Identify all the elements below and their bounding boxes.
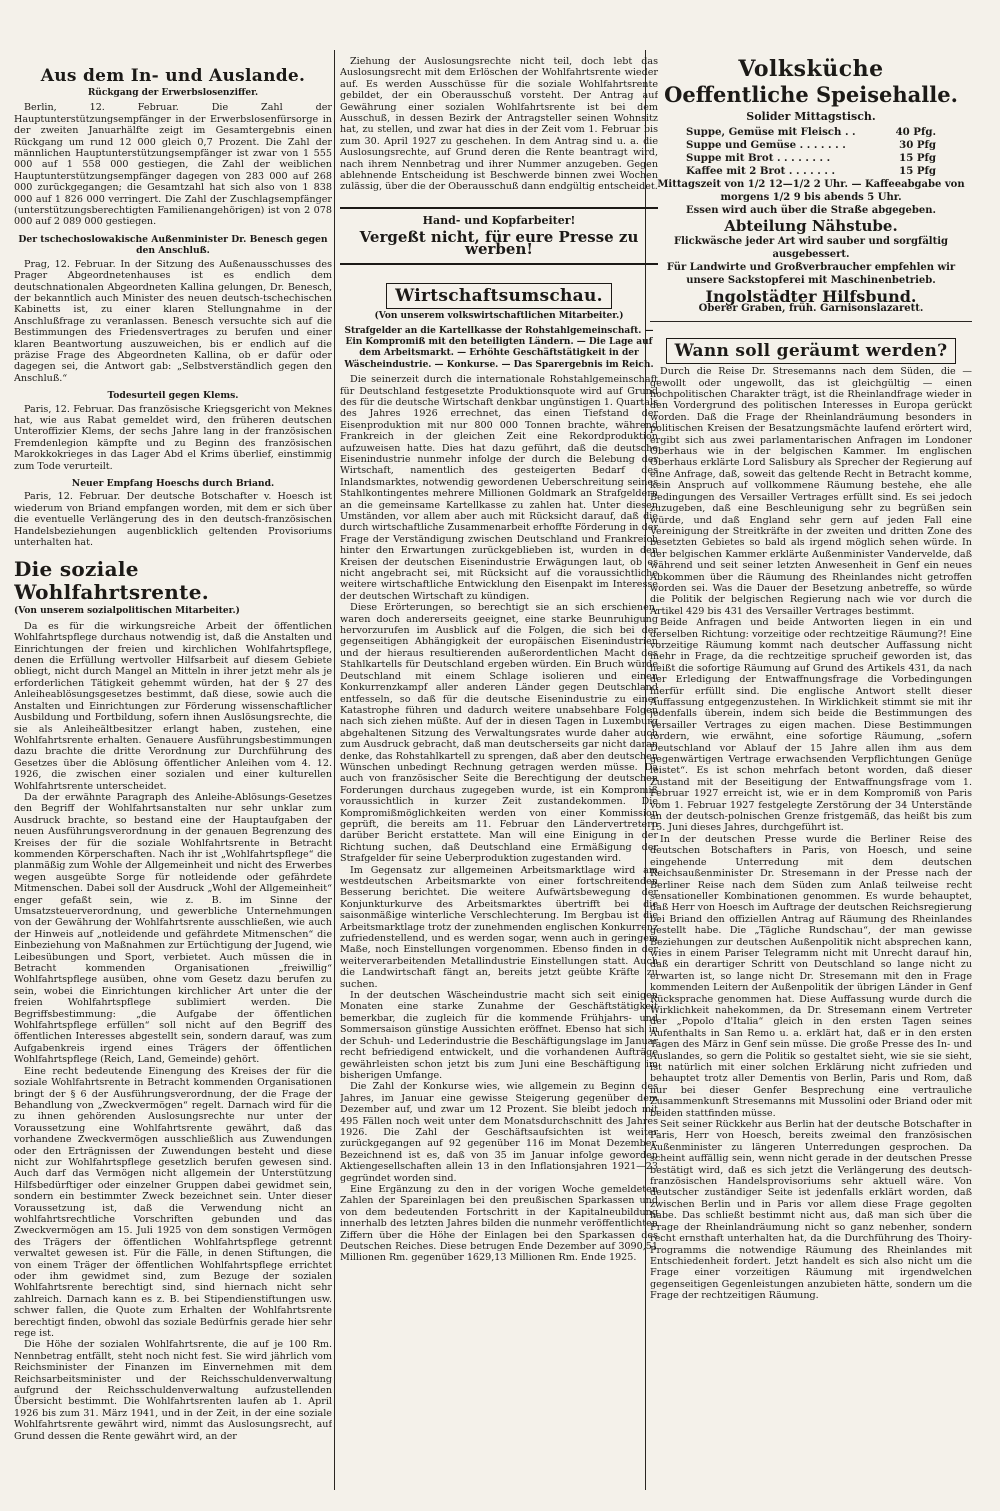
article-paragraph: Eine Ergänzung zu den in der vorigen Woche gemeldeten Zahlen der Spareinlagen bei den preußischen Sparkassen und von dem bedeutenden Fortschritt in der Kapitalneubildung innerhalb des letzten Jahres bilden die nunmehr veröffentlichten Ziffern über die Höhe der Einlagen bei den Sparkassen des Deutschen Reiches. Diese betrugen Ende Dezember auf 3090,51 Millionen Rm. gegenüber 1629,13 Millionen Rm. Ende 1925. [340,1183,658,1264]
article-paragraph: Berlin, 12. Februar. Die Zahl der Hauptunterstützungsempfänger in der Erwerbslosenfürsorge in der zweiten Januarhälfte zeigt im Gesamtergebnis einen Rückgang um rund 12 000 gleich 0,7 Prozent. Die Zahl der männlichen Hauptunterstützungsempfänger ist zwar von 1 555 000 auf 1 558 000 gestiegen, die Zahl der weiblichen Hauptunterstützungsempfänger dagegen von 283 000 auf 268 000 zurückgegangen; die Gesamtzahl hat sich also von 1 838 000 auf 1 826 000 verringert. Die Zahl der Zuschlagsempfänger (unterstützungsberechtigten Familienangehörigen) ist von 2 078 000 auf 2 089 000 gestiegen. [14,102,332,228]
ad-text: Mittagszeit von 1/2 12—1/2 2 Uhr. — Kaffeeabgabe von morgens 1/2 9 bis abends 5 Uhr. [657,179,965,204]
menu-price: 30 Pfg [899,139,936,152]
article-byline: (Von unserem volkswirtschaftlichen Mitarbeiter.) [374,311,624,322]
price-row [686,152,936,165]
ad-text: Flickwäsche jeder Art wird sauber und sorgfältig ausgebessert. [673,235,949,260]
article-paragraph: Paris, 12. Februar. Der deutsche Botschafter v. Hoesch ist wiederum von Briand empfangen worden, mit dem er sich über die eventuelle Verlängerung des in den deutsch-französischen Handelsbeziehungen augenblicklich geltenden Provisoriums unterhalten hat. [14,491,332,549]
ad-heading: Ingolstädter Hilfsbund. [705,286,917,306]
article-headline: Rückgang der Erwerbslosenziffer. [87,88,259,98]
menu-item: Kaffee mit 2 Brot . . . . . . . [686,165,835,178]
ad-text: Für Landwirte und Großverbraucher empfehlen wir unsere Sackstopferei mit Maschinenbetrieb. [666,261,956,286]
article-paragraph: Seit seiner Rückkehr aus Berlin hat der deutsche Botschafter in Paris, Herr von Hoesch, bereits zweimal den französischen Außenminister zu längeren Unterredungen gesprochen. Da scheint auffällig sein, wenn nicht gerade in der deutschen Presse bestätigt wird, daß es sich jetzt die Verlängerung des deutsch-französischen Handelsprovisoriums sehr aktuell wäre. Von deutscher zuständiger Seite ist jedenfalls erklärt worden, daß zwischen Berlin und in Paris vor allem diese Frage gegolten habe. Das schließt bestimmt nicht aus, daß man sich über die Frage der Rheinlandräumung nicht so ganz nebenher, sondern recht ernsthaft unterhalten hat, da die Durchführung des Thoiry-Programms die notwendige Räumung des Rheinlandes mit Entschiedenheit fordert. Jetzt handelt es sich also nicht um die Frage einer vorzeitigen Räumung mit irgendwelchen gegenseitigen Gegenleistungen anzubieten hätte, sondern um die Frage der rechtzeitigen Räumung. [650,1119,972,1302]
menu-item: Suppe mit Brot . . . . . . . . [686,152,831,165]
article-paragraph: Beide Anfragen und beide Antworten liegen in ein und derselben Richtung: vorzeitige oder rechtzeitige Räumung?! Eine vorzeitige Räumung kommt nach deutscher Auffassung nicht mehr in Frage, da die rechtzeitige sprucheif geworden ist, das heißt die sofortige Räumung auf Grund des Artikels 431, da nach der Erledigung der Entwaffnungsfrage die Vorbedingungen hierfür erfüllt sind. Die englische Antwort stellt dieser Auffassung entgegenzustehen. In Wirklichkeit stimmt sie mit ihr jedenfalls überein, indem sich beide die Bestimmungen des Versailler Vertrages zu eigen machen. Diese Bestimmungen fordern, wie erwähnt, eine sofortige Räumung, „sofern Deutschland vor Ablauf der 15 Jahre allen ihm aus dem gegenwärtigen Vertrage erwachsenden Verpflichtungen Genüge leistet“. Es ist schon mehrfach betont worden, daß dieser Zustand mit der Beseitigung der Entwaffnungsfrage vom 1. Februar 1927 erreicht ist, wie er in dem Kompromiß von Paris vom 1. Februar 1927 festgelegte Zerstörung der 34 Unterstände an der deutsch-polnischen Grenze fristgemäß, das heißt bis zum 15. Juni dieses Jahres, durchgeführt ist. [650,617,972,834]
article-paragraph: In der deutschen Wäscheindustrie macht sich seit einigen Monaten eine starke Zunahme der Geschäftstätigkeit bemerkbar, die zugleich für die kommende Frühjahrs- und Sommersaison günstige Aussichten eröffnet. Ebenso hat sich in der Schuh- und Lederindustrie die Beschäftigungslage im Januar recht befriedigend entwickelt, und die vorhandenen Aufträge gewährleisten schon jetzt bis zum Juni eine Beschäftigung im bisherigen Umfange. [340,990,658,1081]
ad-subtitle: Solider Mittagstisch. [746,110,876,123]
article-headline: Der tschechoslowakische Außenminister Dr. Benesch gegen den Anschluß. [18,233,328,257]
ad-title: Oeffentliche Speisehalle. [664,82,958,107]
article-paragraph: Im Gegensatz zur allgemeinen Arbeitsmarktlage wird am westdeutschen Arbeitsmarkte von einer fortschreitenden Besserung berichtet. Die weitere Aufwärtsbewegung der Konjunkturkurve des Arbeitsmarktes übertrifft bei die saisonmäßige winterliche Verschlechterung. Im Bergbau ist die Arbeitsmarktlage trotz der zunehmenden englischen Konkurrenz zufriedenstellend, und es werden sogar, wenn auch in geringem Maße, noch Einstellungen vorgenommen. Ebenso finden in der weiterverarbeitenden Metallindustrie Einstellungen statt. Auch die Landwirtschaft fängt an, bereits jetzt geübte Kräfte zu suchen. [340,864,658,990]
article-paragraph: Da es für die wirkungsreiche Arbeit der öffentlichen Wohlfahrtspflege durchaus notwendig ist, daß die Anstalten und Einrichtungen der freien und kirchlichen Wohlfahrtspflege, denen die Erfüllung wertvoller Hilfsarbeit auf diesem Gebiete obliegt, nicht durch Mangel an Mitteln in ihrer jetzt mehr als je erforderlichen Tätigkeit gehemmt würden, hat der § 27 des Anleiheablösungsgesetzes bestimmt, daß diese, sowie auch die Anstalten und Einrichtungen zur Förderung wissenschaftlicher Ausbildung und Fortbildung, sofern ihnen Auslösungsrechte, die sie als Anleiheältbesitzer erlangt haben, zustehen, eine Wohlfahrtsrente erhalten. Genauere Ausführungsbestimmungen dazu brachte die dritte Verordnung zur Durchführung des Gesetzes über die Ablösung öffentlicher Anleihen vom 4. 12. 1926, die zwischen einer sozialen und einer kulturellen Wohlfahrtsrente unterscheidet. [14,620,332,792]
article-paragraph: Diese Erörterungen, so berechtigt sie an sich erschienen, waren doch andererseits geeignet, eine starke Beunruhigung hervorzurufen im Ausblick auf die Folgen, die sich bei der gegenseitigen Abhängigkeit der europäischen Eisenindustrien und der hieraus resultierenden außerordentlichen Macht des Stahlkartells für Deutschland ergeben würden. Ein Bruch würde Deutschland mit einem Schlage isolieren und einen Konkurrenzkampf aller anderen Länder gegen Deutschland entfesseln, so daß für die deutsche Eisenindustrie zu einer Katastrophe führen und dadurch weitere unabsehbare Folgen nach sich ziehen müßte. Auf der in diesen Tagen in Luxemburg abgehaltenen Sitzung des Verwaltungsrates wurde daher auch zum Ausdruck gebracht, daß man deutscherseits gar nicht daran denke, das Rohstahlkartell zu sprengen, daß aber den deutschen Wünschen unbedingt Rechnung getragen werden müsse. Da auch von französischer Seite die Berechtigung der deutschen Forderungen durchaus zugegeben wurde, ist ein Kompromiß voraussichtlich in kurzer Zeit zustandekommen. Die Kompromißmöglichkeiten werden von einer Kommission geprüft, die bereits am 11. Februar den Ländervertretern darüber Bericht erstattete. Man will eine Einigung in der Richtung suchen, daß Deutschland eine Ermäßigung der Strafgelder für seine Ueberproduktion zugestanden wird. [340,602,658,865]
price-row [686,126,936,139]
article-paragraph: In der deutschen Presse wurde die Berliner Reise des deutschen Botschafters in Paris, von Hoesch, und seine eingehende Unterredung mit dem deutschen Reichsaußenminister Dr. Stresemann in der Presse nach der Berliner Reise nach dem Süden zum Anlaß teilweise recht sensationeller Kombinationen genommen. Es wurde behauptet, daß Herr von Hoesch im Auftrage der deutschen Reichsregierung bei Briand den offiziellen Antrag auf Räumung des Rheinlandes gestellt habe. Die „Tägliche Rundschau“, der man gewisse Beziehungen zur deutschen Außenpolitik nicht absprechen kann, wies in einem Pariser Telegramm nicht mit Unrecht darauf hin, daß ein derartiger Schritt von Deutschland so lange nicht zu erwarten ist, so lange nicht Dr. Stresemann mit den in Frage kommenden Leitern der Außenpolitik der übrigen Länder in Genf Rücksprache genommen hat. Diese Auffassung wurde durch die Wirklichkeit nahekommen, da Dr. Stresemann einem Vertreter der „Popolo d'Italia“ gleich in den ersten Tagen seines Aufenthalts in San Remo u. a. erklärt hat, daß er in den ersten Tagen des März in Genf sein müsse. Die große Presse des In- und Auslandes, so gern die Politik so gestaltet sieht, wie sie sie sieht, ist natürlich mit einer solchen Erklärung nicht zufrieden und behauptet trotz aller Dementis von Berlin, Paris und Rom, daß nur bei dieser Genfer Besprechung eine vertrauliche Zusammenkunft Stresemanns mit Mussolini oder Briand oder mit beiden stattfinden müsse. [650,833,972,1119]
price-list [686,126,936,178]
article-headline: Todesurteil gegen Klems. [107,390,239,402]
article-paragraph: Eine recht bedeutende Einengung des Kreises der für die soziale Wohlfahrtsrente in Betracht kommenden Organisationen bringt der § 6 der Ausführungsverordnung, der die Frage der Behandlung von „Zweckvermögen“ regelt. Darnach wird für die zu ihnen gehörenden Auslosungsrechte nur unter der Voraussetzung eine Wohlfahrtsrente gewährt, daß das vorhandene Zweckvermögen ausschließlich aus Zuwendungen oder den Erträgnissen der Zuwendungen besteht und diese nicht zur Wohlfahrtspflege gesetzlich berufen gewesen sind. Auch darf das Vermögen nicht allgemein der Unterstützung Hilfsbedürftiger oder einzelner Gruppen dabei gewidmet sein, sondern ein bestimmter Zweck bezeichnet sein. Unter dieser Voraussetzung ist, daß die Verwendung nicht an wohlfahrtsrechtliche Vorschriften gebunden und das Zweckvermögen am 15. Juli 1925 von dem sonstigen Vermögen des Trägers der öffentlichen Wohlfahrtspflege getrennt verwaltet gewesen ist. Für die Fälle, in denen Stiftungen, die von einem Träger der öffentlichen Wohlfahrtspflege errichtet oder ihm gewidmet sind, zum Bezuge der sozialen Wohlfahrtsrente berechtigt sind, sind hiernach nicht sehr zahlreich. Darnach kann es z. B. bei Stipendienstiftungen usw. schwer fallen, die Quote zum Erhalten der Wohlfahrtsrente berechtigt finden, obwohl das soziale Bedürfnis gerade hier sehr rege ist. [14,1065,332,1340]
article-paragraph: Die Zahl der Konkurse wies, wie allgemein zu Beginn des Jahres, im Januar eine gewisse Steigerung gegenüber dem Dezember auf, und zwar um 12 Prozent. Sie bleibt jedoch mit 495 Fällen noch weit unter dem Monatsdurchschnitt des Jahres 1926. Die Zahl der Geschäftsaufsichten ist weiter zurückgegangen auf 92 gegenüber 116 im Monat Dezember. Bezeichnend ist es, daß von 35 im Januar infolge geworden Aktiengesellschaften allein 13 in den Inflationsjahren 1921—23 gegründet worden sind. [340,1081,658,1184]
article-paragraph: Paris, 12. Februar. Das französische Kriegsgericht von Meknes hat, wie aus Rabat gemeldet wird, den früheren deutschen Unteroffizier Klems, der sechs Jahre lang in der französischen Fremdenlegion kämpfte und zu Beginn des französischen Marokkokrieges in das Lager Abd el Krims überlief, einstimmig zum Tode verurteilt. [14,403,332,472]
ad-title: Volksküche [738,56,884,82]
article-paragraph: Die Höhe der sozialen Wohlfahrtsrente, die auf je 100 Rm. Nennbetrag entfällt, steht noch nicht fest. Sie wird jährlich vom Reichsminister der Finanzen im Einvernehmen mit dem Reichsarbeitsminister und der Reichsschuldenverwaltung aufgrund der Reichsschuldenverwaltung aufzustellenden Übersicht bestimmt. Die Wohlfahrtsrenten laufen ab 1. April 1926 bis zum 31. März 1941, und in der Zeit, in der eine soziale Wohlfahrtsrente gewährt wird, nimmt das Auslosungsrecht, auf Grund dessen die Rente gewährt wird, an der [14,1339,332,1442]
price-row [686,139,936,152]
ad-text: Essen wird auch über die Straße abgegeben. [685,205,937,217]
article-summary: Strafgelder an die Kartellkasse der Rohstahlgemeinschaft. — Ein Kompromiß mit den beteiligten Ländern. — Die Lage auf dem Arbeitsmarkt. — Erhöhte Geschäftstätigkeit in der Wäscheindustrie. — Konkurse. — Das Sparergebnis im Reich. [344,325,654,370]
article-title: Wann soll geräumt werden? [666,338,957,364]
column-right [650,56,972,1496]
ad-text: Oberer Graben, früh. Garnisonslazarett. [698,303,924,315]
menu-item: Suppe, Gemüse mit Fleisch . . [686,126,856,139]
price-row [686,165,936,178]
ad-heading: Abteilung Nähstube. [724,217,898,236]
article-paragraph: Ziehung der Auslosungsrechte nicht teil, doch lebt das Auslosungsrecht mit dem Erlöschen der Wohlfahrtsrente wieder auf. Es werden Ausschüsse für die soziale Wohlfahrtsrente gebildet, der ein Oberausschuß vorsteht. Der Antrag auf Gewährung einer sozialen Wohlfahrtsrente ist bei dem Ausschuß, in dessen Bezirk der Antragsteller seinen Wohnsitz hat, zu stellen, und zwar hat dies in der Zeit vom 1. Februar bis zum 30. April 1927 zu geschehen. In dem Antrag sind u. a. die Auslosungsrechte, auf Grund deren die Rente beantragt wird, nach ihrem Nennbetrag und ihrer Nummer anzugeben. Gegen ablehnende Entscheidung ist Beschwerde binnen zwei Wochen zulässig, über die der Oberausschuß dann endgültig entscheidet. [340,56,658,193]
press-callout-box [340,207,658,265]
menu-price: 40 Pfg. [895,126,936,139]
menu-price: 15 Pfg [899,165,936,178]
callout-line: Vergeßt nicht, für eure Presse zu werben! [359,228,639,258]
callout-line: Hand- und Kopfarbeiter! [422,213,576,227]
column-rule [334,50,335,1490]
menu-price: 15 Pfg [899,152,936,165]
section-heading: Aus dem In- und Auslande. [40,66,306,86]
article-byline: (Von unserem sozialpolitischen Mitarbeiter.) [14,606,240,617]
advertisement-volkskueche [650,56,972,315]
article-paragraph: Die seinerzeit durch die internationale Rohstahlgemeinschaft für Deutschland festgesetzte Produktionsquote wird auf Grund des für die deutsche Wirtschaft denkbar ungünstigen 1. Quartals des Jahres 1926 errechnet, das einen Tiefstand der Eisenproduktion mit nur 800 000 Tonnen brachte, während Frankreich in der gleichen Zeit eine Rekordproduktion aufzuweisen hatte. Dies hat dazu geführt, daß die deutsche Eisenindustrie nunmehr infolge der durch die Belebung der Wirtschaft, namentlich des gesteigerten Bedarf des Inlandsmarktes, notwendig gewordenen Ueberschreitung seines Stahlkontingentes mehrere Millionen Goldmark an Strafgeldern an die gemeinsame Kartellkasse zu zahlen hat. Unter diesen Umständen, vor allem aber auch mit Rücksicht darauf, daß die durch wirtschaftliche Zusammenarbeit erhoffte Förderung in der Frage der Verständigung zwischen Deutschland und Frankreich hinter den Erwartungen zurückgeblieben ist, wurden in den Kreisen der deutschen Eisenindustrie Erwägungen laut, ob es nicht angebracht sei, mit Rücksicht auf die voraussichtliche weitere wirtschaftliche Entwicklung den Eisenpakt im Interesse der deutschen Wirtschaft zu kündigen. [340,374,658,602]
article-paragraph: Prag, 12. Februar. In der Sitzung des Außenausschusses des Prager Abgeordnetenhauses ist es endlich dem deutschnationalen Abgeordneten Kallina gelungen, Dr. Benesch, der bekanntlich auch Minister des neuen deutsch-tschechischen Kabinetts ist, zu einer klaren Stellungnahme in der Anschlußfrage zu veranlassen. Benesch versuchte sich auf die Bestimmungen des Friedensvertrages zu berufen und einer klaren Beantwortung auszuweichen, bis er endlich auf die präzise Frage des Abgeordneten Kallina, ob er dafür oder dagegen sei, die Antwort gab: „Selbstverständlich gegen den Anschluß.“ [14,258,332,384]
article-paragraph: Da der erwähnte Paragraph des Anleihe-Ablösungs-Gesetzes den Begriff der Wohlfahrtsanstalten nur sehr unklar zum Ausdruck brachte, so bestand eine der Hauptaufgaben der neuen Ausführungsverordnung in der genauen Begrenzung des Kreises der für die soziale Wohlfahrtsrente in Betracht kommenden Körperschaften. Nach ihr ist „Wohlfahrtspflege“ die planmäßig zum Wohle der Allgemeinheit und nicht des Erwerbes wegen ausgeübte Sorge für notleidende oder gefährdete Mitmenschen. Dabei soll der Ausdruck „Wohl der Allgemeinheit“ enger gefaßt sein, wie z. B. im Sinne der Umsatzsteuerverordnung, und gewerbliche Unternehmungen von der Gewährung der Wohlfahrtsrente ausschließen, wie auch der Hinweis auf „notleidende und gefährdete Mitmenschen“ die Einbeziehung von Maßnahmen zur Ertüchtigung der Jugend, wie Leibesübungen und Sport, verbietet. Auch müssen die in Betracht kommenden Organisationen „freiwillig“ Wohlfahrtspflege ausüben, ohne vom Gesetz dazu berufen zu sein, wobei die Einrichtungen kirchlicher Art unter die der freien Wohlfahrtspflege sublimiert werden. Die Begriffsbestimmung: „die Aufgabe der öffentlichen Wohlfahrtspflege erfüllen“ soll nicht auf den Begriff des öffentlichen Interesses abgestellt sein, sondern darauf, was zum Aufgabenkreis irgend eines Trägers der öffentlichen Wohlfahrtspflege (Reich, Land, Gemeinde) gehört. [14,791,332,1066]
article-title: Die soziale Wohlfahrtsrente. [14,557,209,605]
menu-item: Suppe und Gemüse . . . . . . . [686,139,846,152]
column-left [14,56,332,1496]
article-paragraph: Durch die Reise Dr. Stresemanns nach dem Süden, die — gewollt oder ungewollt, das ist gleichgültig — einen hochpolitischen Charakter trägt, ist die Rheinlandfrage wieder in den Vordergrund des politischen Interesses in Europa gerückt worden. Daß die Frage der Rheinlandräumung besonders in politischen Kreisen der Besatzungsmächte laufend erörtert wird, ergibt sich aus zwei parlamentarischen Anfragen im Londoner Oberhaus wie in der belgischen Kammer. Im englischen Oberhaus erklärte Lord Salisbury als Sprecher der Regierung auf eine Anfrage, daß, soweit das geltende Recht in Betracht komme, kein Anspruch auf vollkommene Räumung bestehe, ehe alle Bedingungen des Versailler Vertrages erfüllt sind. Es sei jedoch zuzugeben, daß eine Beschleunigung sehr zu begrüßen sein würde, und daß England sehr gern auf jeden Fall eine Vereinigung der Streitkräfte in der zweiten und dritten Zone des besetzten Gebietes so bald als irgend möglich sehen würde. In der belgischen Kammer erklärte Außenminister Vandervelde, daß während und seit seiner letzten Anwesenheit in Genf ein neues Abkommen über die Räumung des Rheinlandes nicht getroffen worden sei. Was die Dauer der Besetzung anbetreffe, so würde die Politik der belgischen Regierung nach wie vor durch die Artikel 429 bis 431 des Versailler Vertrages bestimmt. [650,366,972,617]
article-title-wrap [340,273,658,311]
divider [650,321,972,322]
article-headline: Neuer Empfang Hoeschs durch Briand. [71,478,275,489]
article-title: Wirtschaftsumschau. [386,283,612,309]
column-middle [340,56,658,1496]
article-title-wrap [650,328,972,366]
